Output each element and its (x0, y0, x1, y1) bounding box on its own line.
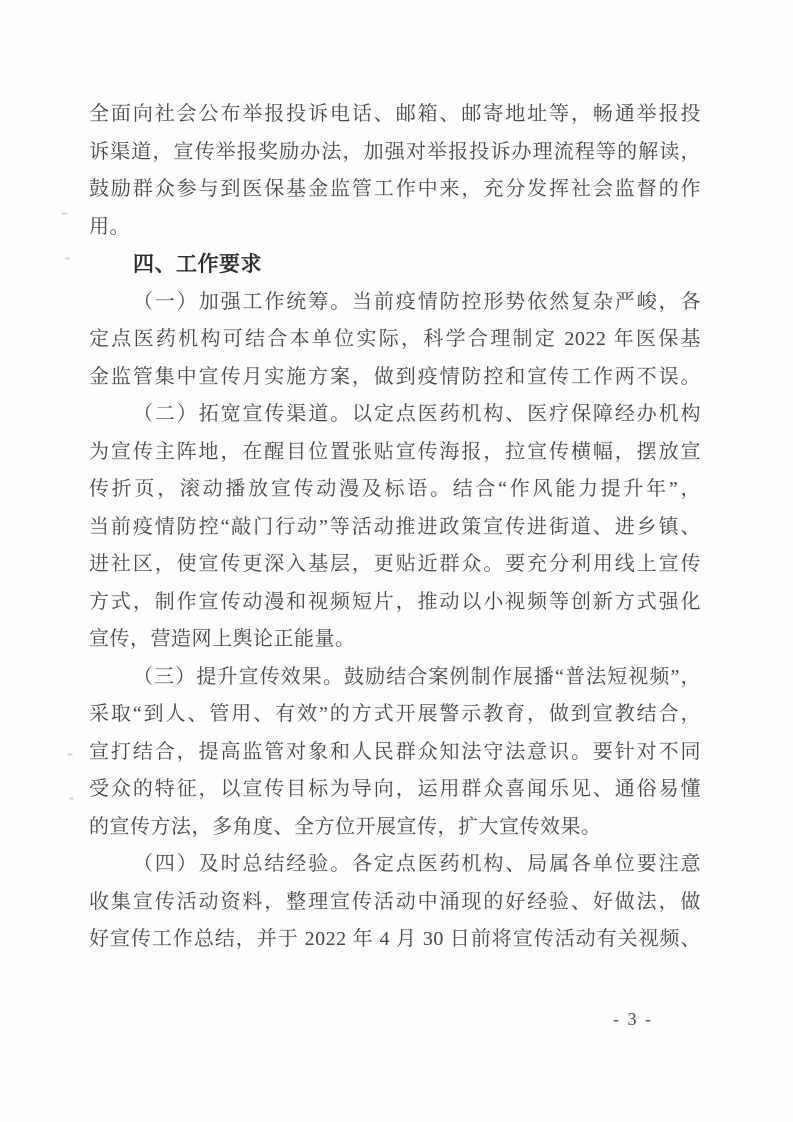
scan-speck (67, 753, 73, 756)
text-line: 宣打结合，提高监管对象和人民群众知法守法意识。要针对不同 (89, 740, 701, 763)
paragraph (89, 96, 701, 246)
text-line: （四）及时总结经验。各定点医药机构、局属各单位要注意 (133, 853, 701, 875)
document-body (89, 96, 701, 959)
text-line: 定点医药机构可结合本单位实际，科学合理制定 2022 年医保基 (89, 328, 701, 350)
text-line: 用。 (89, 215, 130, 238)
paragraph (89, 659, 701, 847)
text-line: 鼓励群众参与到医保基金监管工作中来，充分发挥社会监督的作 (89, 178, 701, 200)
text-line: （三）提升宣传效果。鼓励结合案例制作展播“普法短视频”， (133, 665, 701, 688)
text-line: 诉渠道，宣传举报奖励办法，加强对举报投诉办理流程等的解读， (89, 140, 701, 163)
text-line: 全面向社会公布举报投诉电话、邮箱、邮寄地址等，畅通举报投 (89, 103, 701, 125)
text-line: 收集宣传活动资料，整理宣传活动中涌现的好经验、好做法，做 (89, 890, 701, 913)
scan-speck (61, 212, 68, 215)
text-line: 好宣传工作总结，并于 2022 年 4 月 30 日前将宣传活动有关视频、 (89, 928, 701, 950)
text-line: 宣传，营造网上舆论正能量。 (89, 628, 356, 650)
text-line: （一）加强工作统筹。当前疫情防控形势依然复杂严峻，各 (133, 290, 701, 313)
text-line: （二）拓宽宣传渠道。以定点医药机构、医疗保障经办机构 (133, 403, 701, 425)
paragraph (89, 284, 701, 397)
heading-line: 四、工作要求 (133, 253, 262, 276)
text-line: 为宣传主阵地，在醒目位置张贴宣传海报，拉宣传横幅，摆放宣 (89, 440, 701, 463)
paragraph (89, 846, 701, 959)
paragraph (89, 396, 701, 659)
text-line: 的宣传方法，多角度、全方位开展宣传，扩大宣传效果。 (89, 815, 602, 838)
scan-speck (65, 257, 70, 260)
text-line: 方式，制作宣传动漫和视频短片，推动以小视频等创新方式强化 (89, 590, 701, 613)
text-line: 采取“到人、管用、有效”的方式开展警示教育，做到宣教结合， (89, 703, 701, 725)
text-line: 金监管集中宣传月实施方案，做到疫情防控和宣传工作两不误。 (89, 365, 701, 388)
text-line: 当前疫情防控“敲门行动”等活动推进政策宣传进街道、进乡镇、 (89, 515, 701, 538)
text-line: 传折页，滚动播放宣传动漫及标语。结合“作风能力提升年”， (89, 478, 701, 500)
scan-speck (69, 797, 74, 800)
page-number: - 3 - (613, 1009, 653, 1029)
text-line: 进社区，使宣传更深入基层，更贴近群众。要充分利用线上宣传 (89, 553, 701, 575)
text-line: 受众的特征，以宣传目标为导向，运用群众喜闻乐见、通俗易懂 (89, 778, 701, 800)
section-heading (89, 246, 701, 284)
